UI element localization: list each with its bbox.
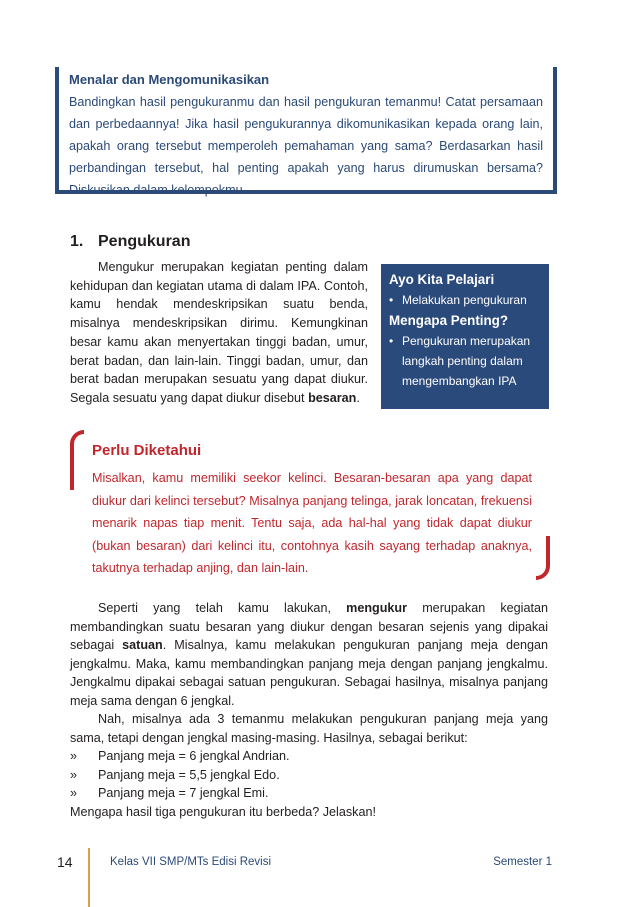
ayo-item-2-text: Pengukuran merupakan langkah penting dalam mengembangkan IPA: [402, 334, 531, 388]
list-item: [70, 784, 548, 803]
perlu-title: Perlu Diketahui: [92, 442, 202, 459]
list-marker: »: [70, 767, 78, 782]
section-title: Pengukuran: [98, 233, 191, 250]
bullet-icon: •: [389, 334, 394, 348]
intro-end: .: [356, 390, 360, 405]
section-number: 1.: [70, 233, 84, 250]
list-item-text: Panjang meja = 5,5 jengkal Edo.: [98, 767, 280, 782]
ayo-heading-1: Ayo Kita Pelajari: [389, 272, 495, 287]
bracket-right-decoration: [536, 536, 550, 580]
ayo-item-1-text: Melakukan pengukuran: [402, 293, 527, 307]
ayo-item-2: [389, 331, 541, 391]
ayo-kita-pelajari-box: [381, 264, 549, 409]
intro-paragraph: [70, 258, 368, 408]
bracket-left-decoration: [70, 430, 84, 490]
menalar-title: Menalar dan Mengomunikasikan: [69, 72, 270, 87]
intro-text: Mengukur merupakan kegiatan penting dalam kehidupan dan kegiatan utama di dalam IPA. Contoh, kamu hendak mendeskripsikan suatu benda, misalnya mendeskripsikan dirimu. Kemungkinan besar kamu akan menyertakan tinggi badan, umur, berat badan, dan lain-lain. Tinggi badan, umur, dan berat badan merupakan sesuatu yang dapat diukur. Segala sesuatu yang dapat diukur disebut: [70, 260, 368, 405]
list-item-text: Panjang meja = 7 jengkal Emi.: [98, 786, 269, 800]
section-heading: [70, 232, 190, 252]
footer-divider: [88, 848, 90, 907]
book-title: Kelas VII SMP/MTs Edisi Revisi: [110, 856, 272, 868]
term-satuan: satuan: [122, 638, 163, 652]
list-item: [70, 747, 548, 766]
ayo-heading-2: Mengapa Penting?: [389, 313, 509, 328]
list-marker: »: [70, 749, 78, 763]
main-text: [70, 599, 548, 821]
intro-bold-term: besaran: [308, 390, 357, 405]
list-marker: »: [70, 786, 78, 800]
paragraph-2: Nah, misalnya ada 3 temanmu melakukan pengukuran panjang meja yang sama, tetapi dengan jengkal masing-masing. Hasilnya, sebagai berikut:: [70, 712, 548, 745]
page-footer: [0, 848, 638, 907]
question: Mengapa hasil tiga pengukuran itu berbeda? Jelaskan!: [70, 804, 376, 819]
p1-part-d: . Misalnya, kamu melakukan pengukuran panjang meja dengan jengkalmu. Maka, kamu membandingkan panjang meja dengan panjang jengkalmu. Jengkalmu dipakai sebagai satuan pengukuran. Sebagai hasilnya, misalnya panjang meja sama dengan 6 jengkal.: [70, 638, 548, 708]
list-item-text: Panjang meja = 6 jengkal Andrian.: [98, 749, 290, 763]
p1-part-c: merupakan kegiatan membandingkan suatu besaran yang diukur dengan besaran sejenis yang dipakai sebagai: [70, 601, 548, 652]
list-item: [70, 766, 548, 785]
perlu-body: Misalkan, kamu memiliki seekor kelinci. Besaran-besaran apa yang dapat diukur dari kelinci tersebut? Misalnya panjang telinga, jarak loncatan, frekuensi menarik napas tiap menit. Tentu saja, ada hal-hal yang tidak dapat diukur (bukan besaran) dari kelinci itu, contohnya kasih sayang terhadap anaknya, takutnya terhadap anjing, dan lain-lain.: [92, 471, 532, 576]
paragraph-1: [70, 599, 548, 710]
page-number: 14: [57, 854, 73, 870]
menalar-box: [55, 67, 557, 197]
semester-label: Semester 1: [493, 856, 552, 868]
perlu-diketahui-box: [70, 430, 550, 580]
menalar-body: Bandingkan hasil pengukuranmu dan hasil pengukuran temanmu! Catat persamaan dan perbedaannya! Jika hasil pengukurannya dikomunikasikan kepada orang lain, apakah orang tersebut memperoleh pemahaman yang sama? Berdasarkan hasil perbandingan tersebut, hal penting apakah yang harus dirumuskan bersama? Diskusikan dalam kelompokmu.: [69, 95, 543, 197]
ayo-item-1: [389, 290, 541, 310]
bullet-icon: •: [389, 293, 394, 307]
term-mengukur: mengukur: [346, 601, 408, 615]
p1-part-a: Seperti yang telah kamu lakukan,: [98, 601, 347, 615]
